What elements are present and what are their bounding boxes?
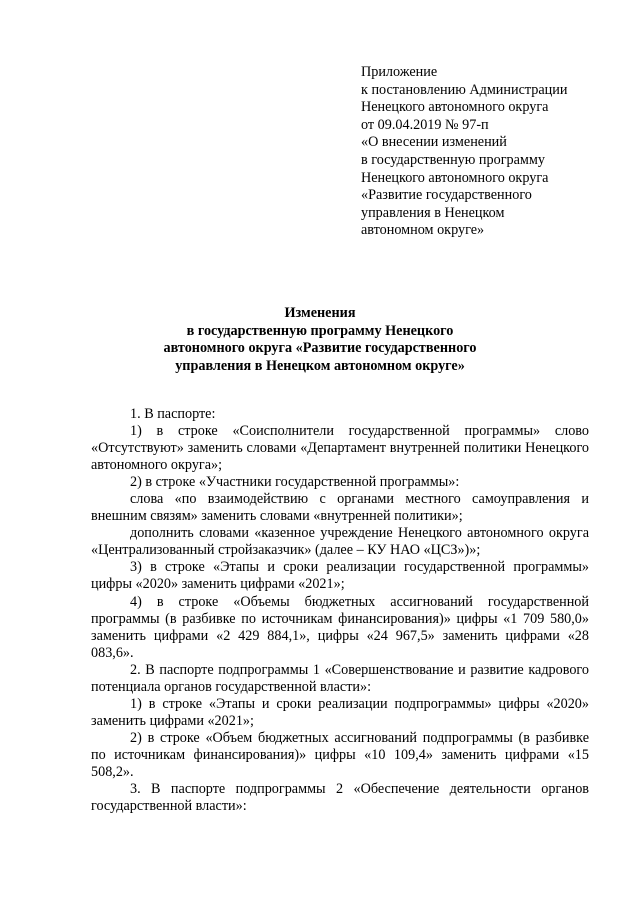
title-line: Изменения (284, 305, 356, 321)
paragraph: слова «по взаимодействию с органами местного самоуправления и внешним связям» заменить словами «внутренней политики»; (91, 491, 589, 525)
title-line: автономного округа «Развитие государственного (163, 340, 477, 357)
title-line: управления в Ненецком автономном округе» (175, 357, 465, 374)
attachment-line: к постановлению Администрации (361, 81, 568, 98)
paragraph: 4) в строке «Объемы бюджетных ассигнований государственной программы (в разбивке по источникам финансирования)» цифры «1 709 580,0» заменить цифрами «2 429 884,1», цифры «24 967,5» заменить цифрами «28 083,6». (91, 593, 589, 661)
paragraph: 1) в строке «Соисполнители государственной программы» слово «Отсутствуют» заменить словами «Департамент внутренней политики Ненецкого автономного округа»; (91, 423, 589, 474)
paragraph: 2) в строке «Участники государственной программы»: (130, 474, 460, 491)
paragraph: 2. В паспорте подпрограммы 1 «Совершенствование и развитие кадрового потенциала органов государственной власти»: (91, 661, 589, 695)
attachment-line: от 09.04.2019 № 97-п (361, 116, 489, 133)
attachment-line: автономном округе» (361, 222, 485, 239)
attachment-line: в государственную программу (361, 151, 545, 168)
attachment-line: Ненецкого автономного округа (361, 99, 549, 116)
attachment-line: «О внесении изменений (361, 134, 507, 151)
attachment-line: управления в Ненецком (361, 204, 505, 221)
paragraph: 1. В паспорте: (130, 406, 216, 422)
paragraph: 1) в строке «Этапы и сроки реализации подпрограммы» цифры «2020» заменить цифрами «2021»; (91, 695, 589, 729)
attachment-line: Ненецкого автономного округа (361, 169, 549, 186)
paragraph: 3) в строке «Этапы и сроки реализации государственной программы» цифры «2020» заменить цифрами «2021»; (91, 559, 589, 593)
title-line: в государственную программу Ненецкого (186, 322, 454, 339)
attachment-line: Приложение (361, 64, 438, 80)
attachment-note (361, 64, 621, 240)
paragraph: 2) в строке «Объем бюджетных ассигнований подпрограммы (в разбивке по источникам финансирования)» цифры «10 109,4» заменить цифрами «15 508,2». (91, 729, 589, 780)
paragraph: 3. В паспорте подпрограммы 2 «Обеспечение деятельности органов государственной власти»: (91, 781, 589, 815)
document-title (0, 305, 640, 375)
document-body (91, 406, 589, 815)
attachment-line: «Развитие государственного (361, 187, 532, 204)
paragraph: дополнить словами «казенное учреждение Ненецкого автономного округа «Централизованный стройзаказчик» (далее – КУ НАО «ЦСЗ»)»; (91, 525, 589, 559)
